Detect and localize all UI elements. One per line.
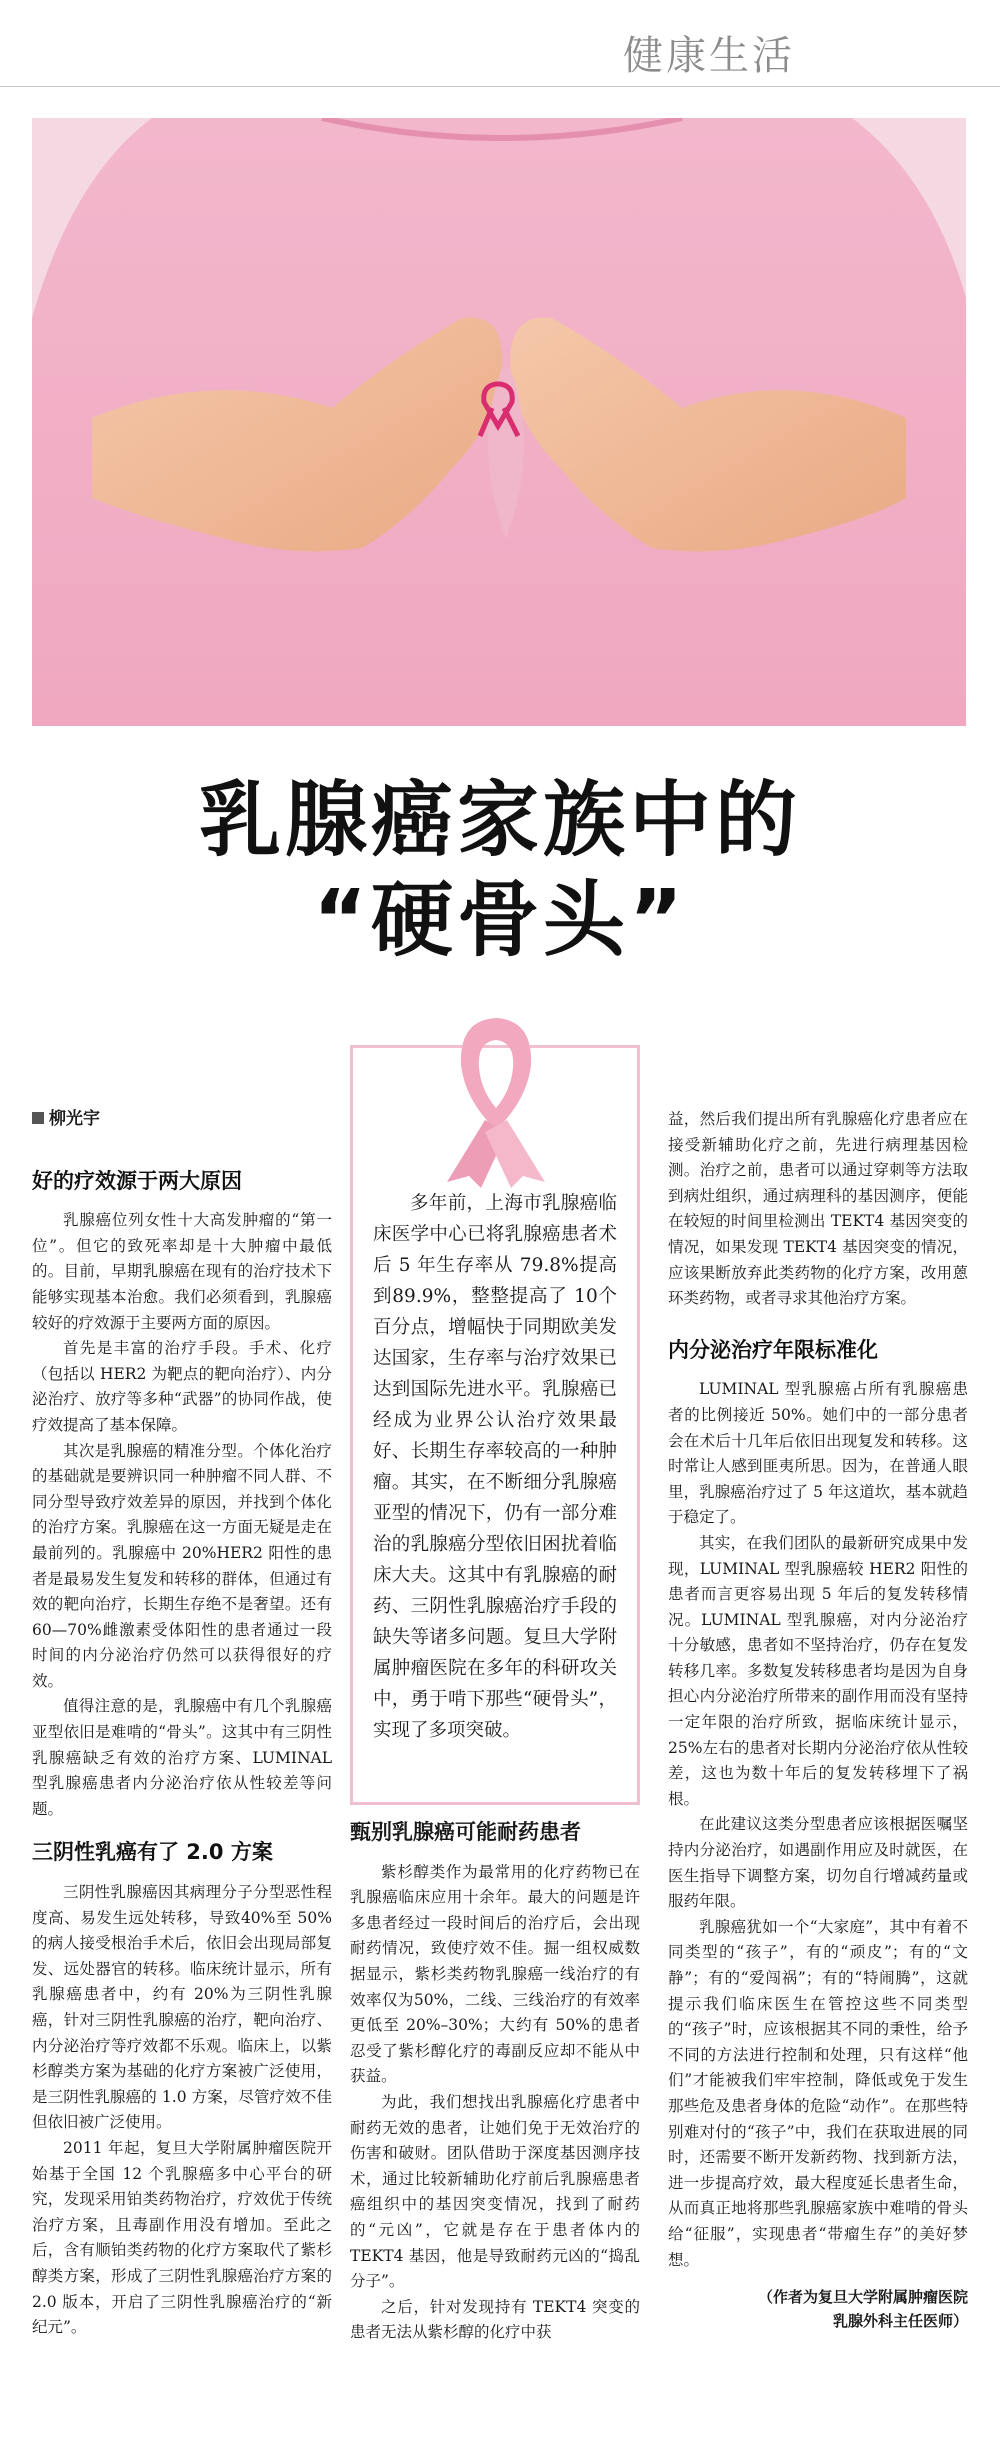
article-column-1 xyxy=(32,1107,332,2341)
subheading-endocrine-years: 内分泌治疗年限标准化 xyxy=(668,1337,878,1362)
paragraph: 2011 年起，复旦大学附属肿瘤医院开始基于全国 12 个乳腺癌多中心平台的研究，发现采用铂类药物治疗，疗效优于传统治疗方案，且毒副作用没有增加。至此之后，含有顺铂类药物的化疗方案取代了紫杉醇类方案，形成了三阴性乳腺癌治疗方案的 2.0 版本，开启了三阴性乳腺癌治疗的“新纪元”。 xyxy=(32,2138,332,2337)
paragraph: 首先是丰富的治疗手段。手术、化疗（包括以 HER2 为靶点的靶向治疗）、内分泌治疗、放疗等多种“武器”的协同作战，使疗效提高了基本保障。 xyxy=(32,1339,332,1434)
headline-line-1: 乳腺癌家族中的 xyxy=(198,773,801,868)
subheading-triple-negative: 三阴性乳癌有了 2.0 方案 xyxy=(32,1840,273,1865)
paragraph: 紫杉醇类作为最常用的化疗药物已在乳腺癌临床应用十余年。最大的问题是许多患者经过一段时间后的治疗后，会出现耐药情况，致使疗效不佳。掘一组权威数据显示，紫杉类药物乳腺癌一线治疗的有效率仅为50%，二线、三线治疗的有效率更低至 20%–30%；大约有 50%的患者忍受了紫杉醇化疗的毒副反应却不能从中获益。 xyxy=(350,1862,640,2086)
author-name: 柳光宇 xyxy=(49,1109,100,1129)
article-column-3 xyxy=(668,1107,968,2333)
pink-ribbon-icon xyxy=(419,1010,573,1188)
article-column-2 xyxy=(350,1820,640,2346)
paragraph: LUMINAL 型乳腺癌占所有乳腺癌患者的比例接近 50%。她们中的一部分患者会在术后十几年后依旧出现复发和转移。这时常让人感到匪夷所思。因为，在普通人眼里，乳腺癌治疗过了 5 年这道坎，基本就趋于稳定了。 xyxy=(668,1380,968,1527)
byline-square-icon xyxy=(32,1112,44,1124)
paragraph: 为此，我们想找出乳腺癌化疗患者中耐药无效的患者，让她们免于无效治疗的伤害和破财。团队借助于深度基因测序技术，通过比较新辅助化疗前后乳腺癌患者癌组织中的基因突变情况，找到了耐药的“元凶”，它就是存在于患者体内的 TEKT4 基因，他是导致耐药元凶的“捣乱分子”。 xyxy=(350,2092,640,2291)
pink-ribbon-heart-hands-photo xyxy=(32,118,966,726)
author-note xyxy=(668,2285,968,2333)
subheading-good-efficacy: 好的疗效源于两大原因 xyxy=(32,1168,242,1193)
header-rule xyxy=(0,86,1000,87)
section-header xyxy=(0,0,1000,88)
subheading-drug-resistance: 甄别乳腺癌可能耐药患者 xyxy=(350,1820,581,1844)
section-title: 健康生活 xyxy=(623,33,795,79)
paragraph: 益，然后我们提出所有乳腺癌化疗患者应在接受新辅助化疗之前，先进行病理基因检测。治疗之前，患者可以通过穿刺等方法取到病灶组织，通过病理科的基因测序，便能在较短的时间里检测出 TEKT4 基因突变的情况，如果发现 TEKT4 基因突变的情况，应该果断放弃此类药物的化疗方案，改用蒽环类药物，或者寻求其他治疗方案。 xyxy=(668,1110,968,1308)
paragraph: 三阴性乳腺癌因其病理分子分型恶性程度高、易发生远处转移，导致40%至 50%的病人接受根治手术后，依旧会出现局部复发、远处器官的转移。临床统计显示，所有乳腺癌患者中，约有 20%为三阴性乳腺癌，针对三阴性乳腺癌的治疗，靶向治疗、内分泌治疗等疗效都不乐观。临床上，以紫杉醇类方案为基础的化疗方案被广泛使用，是三阴性乳腺癌的 1.0 方案，尽管疗效不佳但依旧被广泛使用。 xyxy=(32,1883,332,2132)
highlight-text: 多年前，上海市乳腺癌临床医学中心已将乳腺癌患者术后 5 年生存率从 79.8%提高到89.9%，整整提高了 10个百分点，增幅快于同期欧美发达国家，生存率与治疗效果已达到国际先进水平。乳腺癌已经成为业界公认治疗效果最好、长期生存率较高的一种肿瘤。其实，在不断细分乳腺癌亚型的情况下，仍有一部分难治的乳腺癌分型依旧困扰着临床大夫。这其中有乳腺癌的耐药、三阴性乳腺癌治疗手段的缺失等诸多问题。复旦大学附属肿瘤医院在多年的科研攻关中，勇于啃下那些“硬骨头”，实现了多项突破。 xyxy=(373,1193,617,1741)
paragraph: 值得注意的是，乳腺癌中有几个乳腺癌亚型依旧是难啃的“骨头”。这其中有三阴性乳腺癌缺乏有效的治疗方案、LUMINAL 型乳腺癌患者内分泌治疗依从性较差等问题。 xyxy=(32,1697,332,1818)
paragraph: 其次是乳腺癌的精准分型。个体化治疗的基础就是要辨识同一种肿瘤不同人群、不同分型导致疗效差异的原因，并找到个体化的治疗方案。乳腺癌在这一方面无疑是走在最前列的。乳腺癌中 20%HER2 阳性的患者是最易发生复发和转移的群体，但通过有效的靶向治疗，长期生存绝不是奢望。还有 60—70%雌激素受体阳性的患者通过一段时间的内分泌治疗仍然可以获得很好的疗效。 xyxy=(32,1441,332,1690)
author-note-line-2: 乳腺外科主任医师） xyxy=(832,2312,968,2331)
headline-line-2: “硬骨头” xyxy=(313,873,687,968)
paragraph: 乳腺癌位列女性十大高发肿瘤的“第一位”。但它的致死率却是十大肿瘤中最低的。目前，早期乳腺癌在现有的治疗技术下能够实现基本治愈。我们必须看到，乳腺癌较好的疗效源于主要两方面的原因。 xyxy=(32,1211,332,1332)
paragraph: 之后，针对发现持有 TEKT4 突变的患者无法从紫杉醇的化疗中获 xyxy=(350,2297,640,2342)
author-note-line-1: （作者为复旦大学附属肿瘤医院 xyxy=(757,2288,968,2307)
paragraph: 在此建议这类分型患者应该根据医嘱坚持内分泌治疗，如遇副作用应及时就医，在医生指导下调整方案，切勿自行增减药量或服药年限。 xyxy=(668,1815,968,1911)
photo-illustration xyxy=(32,118,966,726)
byline xyxy=(32,1107,332,1133)
paragraph: 乳腺癌犹如一个“大家庭”，其中有着不同类型的“孩子”，有的“顽皮”；有的“文静”；有的“爱闯祸”；有的“特闹腾”，这就提示我们临床医生在管控这些不同类型的“孩子”时，应该根据其不同的秉性，给予不同的方法进行控制和处理，只有这样“他们”才能被我们牢牢控制，降低或免于发生那些危及患者身体的危险“动作”。在那些特别难对付的“孩子”中，我们在获取进展的同时，还需要不断开发新药物、找到新方法，进一步提高疗效，最大程度延长患者生命，从而真正地将那些乳腺癌家族中难啃的骨头给“征服”，实现患者“带瘤生存”的美好梦想。 xyxy=(668,1917,968,2269)
highlight-box xyxy=(350,1045,640,1805)
paragraph: 其实，在我们团队的最新研究成果中发现，LUMINAL 型乳腺癌较 HER2 阳性的患者而言更容易出现 5 年后的复发转移情况。LUMINAL 型乳腺癌，对内分泌治疗十分敏感，患者如不坚持治疗，仍存在复发转移几率。多数复发转移患者均是因为自身担心内分泌治疗所带来的副作用而没有坚持一定年限的治疗所致，据临床统计显示，25%左右的患者对长期内分泌治疗依从性较差，这也为数十年后的复发转移埋下了祸根。 xyxy=(668,1533,968,1808)
